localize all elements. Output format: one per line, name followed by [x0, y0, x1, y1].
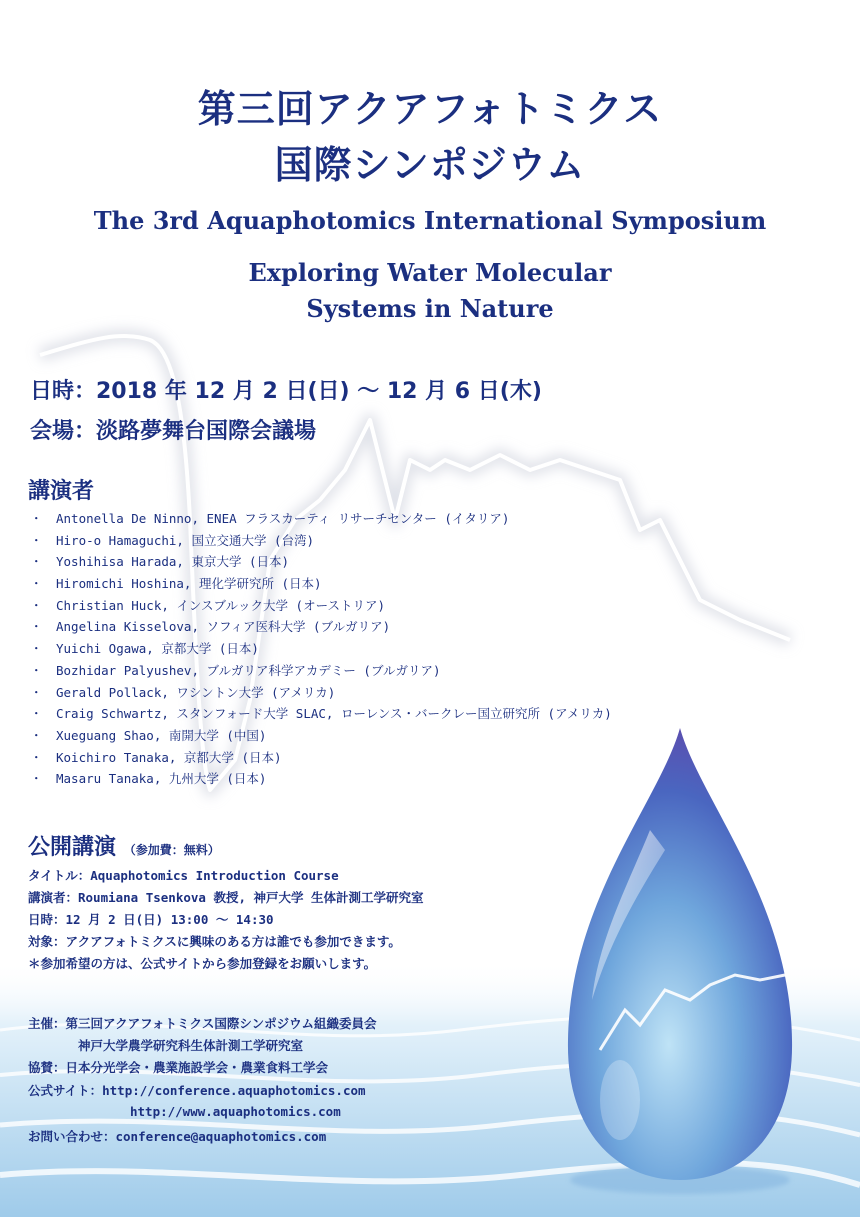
bullet: ・ — [30, 576, 43, 592]
bullet: ・ — [30, 706, 43, 722]
website-line2: http://www.aquaphotomics.com — [130, 1104, 341, 1119]
speaker-entry: Gerald Pollack, ワシントン大学 (アメリカ) — [56, 684, 336, 700]
speaker-entry: Koichiro Tanaka, 京都大学 (日本) — [56, 749, 282, 765]
speaker-entry: Yoshihisa Harada, 東京大学 (日本) — [56, 554, 290, 570]
list-item — [30, 747, 612, 769]
speaker-entry: Hiromichi Hoshina, 理化学研究所 (日本) — [56, 576, 322, 592]
bullet: ・ — [30, 619, 43, 635]
list-item — [30, 530, 612, 552]
speaker-entry: Christian Huck, インスブルック大学 (オーストリア) — [56, 597, 385, 613]
speakers-list — [30, 508, 612, 790]
speakers-heading: 講演者 — [28, 479, 95, 504]
organizer-line2: 神戸大学農学研究科生体計測工学研究室 — [78, 1038, 304, 1053]
speaker-entry: Antonella De Ninno, ENEA フラスカーティ リサーチセンター (イタリア) — [56, 511, 510, 526]
speaker-entry: Xueguang Shao, 南開大学 (中国) — [56, 727, 267, 743]
speaker-entry: Masaru Tanaka, 九州大学 (日本) — [56, 771, 267, 787]
public-lecture-title: 公開講演 — [28, 835, 117, 860]
bullet: ・ — [30, 511, 43, 526]
list-item — [30, 768, 612, 790]
bullet: ・ — [30, 597, 43, 613]
cosponsor-line: 協賛：日本分光学会・農業施設学会・農業食料工学会 — [28, 1060, 329, 1075]
public-lecture-heading — [28, 830, 220, 861]
bullet: ・ — [30, 641, 43, 657]
date-line: 日時：2018 年 12 月 2 日(日) ～ 12 月 6 日(木) — [30, 379, 542, 404]
bullet: ・ — [30, 532, 43, 548]
speaker-entry: Hiro-o Hamaguchi, 国立交通大学 (台湾) — [56, 532, 315, 548]
bullet: ・ — [30, 662, 43, 678]
bullet: ・ — [30, 727, 43, 743]
speaker-entry: Bozhidar Palyushev, ブルガリア科学アカデミー (ブルガリア) — [56, 662, 441, 678]
list-item — [30, 703, 612, 725]
contact-line: お問い合わせ：conference@aquaphotomics.com — [28, 1129, 327, 1144]
subtitle-line1: Exploring Water Molecular — [248, 258, 612, 287]
list-item — [30, 573, 612, 595]
bullet: ・ — [30, 749, 43, 765]
bullet: ・ — [30, 771, 43, 787]
list-item — [30, 508, 612, 530]
list-item — [30, 682, 612, 704]
lecture-note-line: ＊参加希望の方は、公式サイトから参加登録をお願いします。 — [28, 956, 377, 971]
venue-line: 会場：淡路夢舞台国際会議場 — [30, 419, 317, 444]
list-item — [30, 638, 612, 660]
list-item — [30, 616, 612, 638]
title-jp-line1: 第三回アクアフォトミクス — [197, 87, 663, 131]
water-droplet — [568, 728, 792, 1194]
list-item — [30, 725, 612, 747]
lecture-speaker-line: 講演者：Roumiana Tsenkova 教授, 神戸大学 生体計測工学研究室 — [28, 890, 424, 905]
lecture-datetime-line: 日時：12 月 2 日(日) 13:00 ～ 14:30 — [28, 912, 274, 927]
lecture-title-line: タイトル：Aquaphotomics Introduction Course — [28, 868, 339, 883]
subtitle-line2: Systems in Nature — [306, 294, 554, 323]
list-item — [30, 660, 612, 682]
title-jp-line2: 国際シンポジウム — [274, 143, 586, 187]
organizer-line1: 主催：第三回アクアフォトミクス国際シンポジウム組織委員会 — [28, 1016, 377, 1031]
lecture-target-line: 対象：アクアフォトミクスに興味のある方は誰でも参加できます。 — [28, 934, 401, 949]
list-item — [30, 595, 612, 617]
website-line1: 公式サイト：http://conference.aquaphotomics.com — [28, 1083, 366, 1098]
list-item — [30, 551, 612, 573]
bullet: ・ — [30, 554, 43, 570]
bullet: ・ — [30, 684, 43, 700]
speaker-entry: Craig Schwartz, スタンフォード大学 SLAC, ローレンス・バークレー国立研究所 (アメリカ) — [56, 706, 612, 722]
speaker-entry: Yuichi Ogawa, 京都大学 (日本) — [56, 641, 259, 657]
title-en: The 3rd Aquaphotomics International Symposium — [93, 206, 767, 235]
fee-note: （参加費：無料） — [123, 843, 220, 857]
speaker-entry: Angelina Kisselova, ソフィア医科大学 (ブルガリア) — [56, 619, 391, 635]
